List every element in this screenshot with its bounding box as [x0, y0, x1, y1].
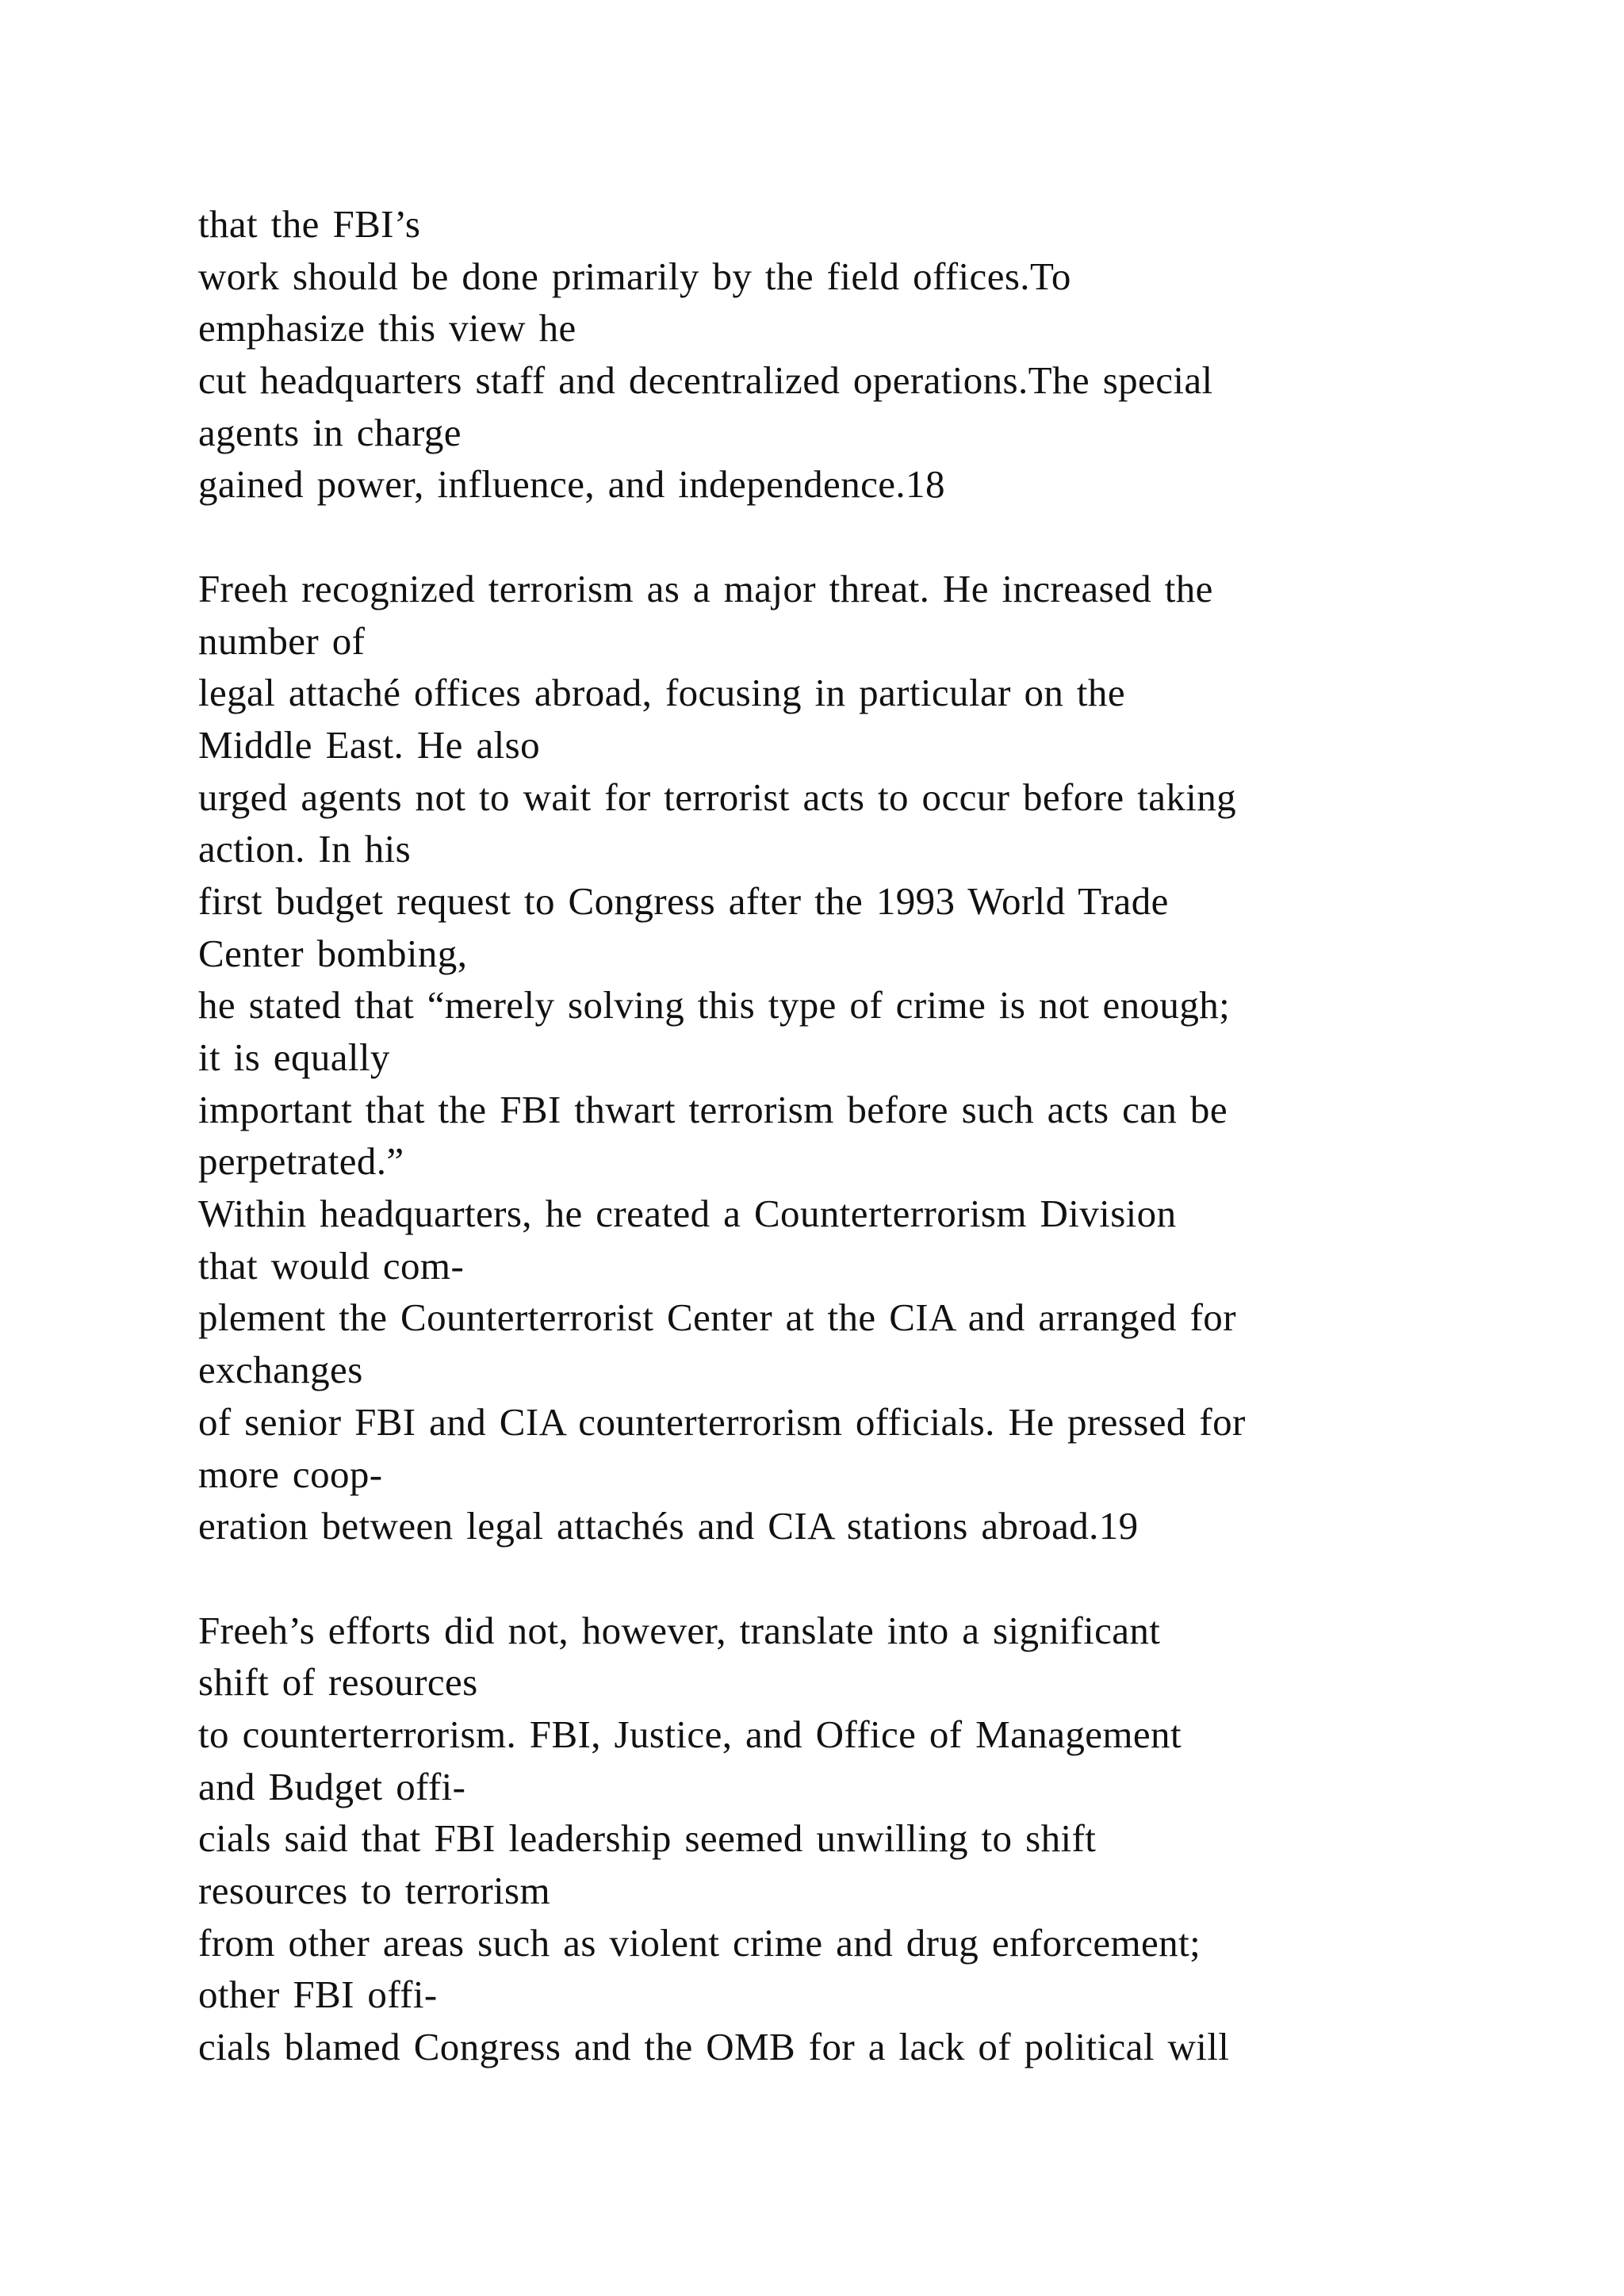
text-line: Center bombing, [198, 931, 468, 975]
text-line: and Budget offi- [198, 1764, 466, 1808]
text-line: plement the Counterterrorist Center at the CIA and arranged for [198, 1295, 1236, 1340]
text-line: exchanges [198, 1348, 363, 1392]
text-line: agents in charge [198, 410, 462, 454]
text-line: shift of resources [198, 1660, 478, 1705]
text-line: Middle East. He also [198, 722, 540, 767]
text-line: other FBI offi- [198, 1973, 438, 2017]
text-line: to counterterrorism. FBI, Justice, and Office of Management [198, 1712, 1182, 1756]
text-line: gained power, influence, and independence.18 [198, 462, 945, 507]
text-line: it is equally [198, 1035, 390, 1079]
text-line: number of [198, 618, 366, 663]
body-text [198, 198, 1507, 2073]
text-line: cut headquarters staff and decentralized operations.The special [198, 358, 1213, 403]
text-line: from other areas such as violent crime and drug enforcement; [198, 1920, 1201, 1965]
text-line: cials blamed Congress and the OMB for a lack of political will [198, 2025, 1230, 2069]
text-line: legal attaché offices abroad, focusing in particular on the [198, 671, 1125, 715]
text-line: Within headquarters, he created a Counterterrorism Division [198, 1192, 1177, 1236]
text-line: of senior FBI and CIA counterterrorism officials. He pressed for [198, 1399, 1246, 1444]
paragraph-2 [198, 563, 1507, 1552]
paragraph-break [198, 1552, 1507, 1605]
text-line: that the FBI’s [198, 202, 421, 246]
text-line: perpetrated.” [198, 1139, 404, 1184]
text-line: that would com- [198, 1243, 465, 1288]
text-line: cials said that FBI leadership seemed unwilling to shift [198, 1816, 1097, 1861]
paragraph-3 [198, 1605, 1507, 2073]
paragraph-1 [198, 198, 1507, 511]
paragraph-break [198, 511, 1507, 563]
text-line: Freeh recognized terrorism as a major threat. He increased the [198, 566, 1213, 610]
text-line: resources to terrorism [198, 1869, 551, 1912]
text-line: work should be done primarily by the field offices.To [198, 254, 1071, 298]
text-line: more coop- [198, 1452, 383, 1496]
text-line: important that the FBI thwart terrorism before such acts can be [198, 1087, 1228, 1131]
text-line: eration between legal attachés and CIA stations abroad.19 [198, 1504, 1139, 1548]
text-line: he stated that “merely solving this type of crime is not enough; [198, 983, 1231, 1027]
text-line: emphasize this view he [198, 306, 576, 350]
text-line: Freeh’s efforts did not, however, translate into a significant [198, 1608, 1161, 1652]
text-line: urged agents not to wait for terrorist acts to occur before taking [198, 775, 1237, 819]
text-line: action. In his [198, 827, 412, 871]
text-line: first budget request to Congress after the 1993 World Trade [198, 878, 1169, 923]
